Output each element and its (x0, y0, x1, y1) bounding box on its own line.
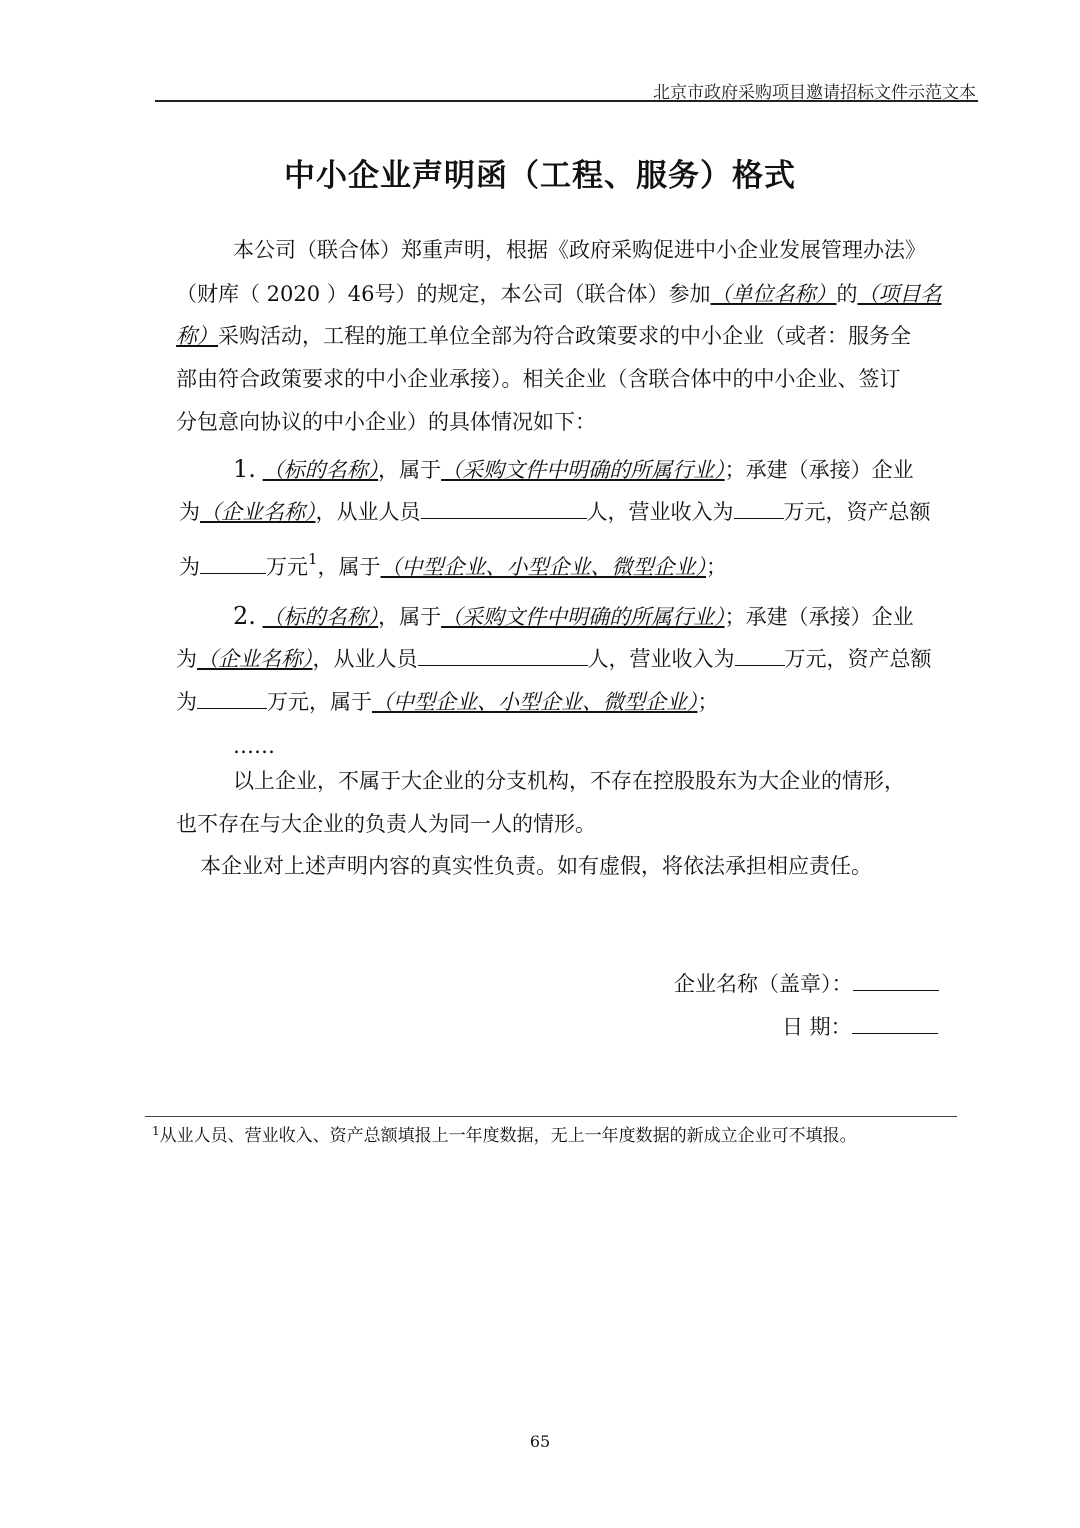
assets-blank[interactable] (200, 553, 266, 574)
statement-line-2: 也不存在与大企业的负责人为同一人的情形。 (176, 812, 596, 836)
item-number: 1. (233, 455, 256, 483)
ellipsis: …… (233, 734, 275, 758)
company-placeholder: （企业名称） (197, 647, 313, 671)
footnote-rule (145, 1116, 957, 1117)
project-name-placeholder-cont: 称） (176, 324, 218, 348)
item-1-line-3: 为 万元$^1$，属于（中型企业、小型企业、微型企业）； (179, 550, 728, 579)
header-rule (155, 100, 978, 102)
item-1-line-1: 1. （标的名称），属于（采购文件中明确的所属行业）；承建（承接）企业 (233, 455, 914, 483)
signature-company-row (674, 970, 939, 998)
footnote-mark: 1 (308, 550, 318, 568)
company-seal-blank[interactable] (853, 970, 939, 991)
item-2-line-3: 为 万元，属于（中型企业、小型企业、微型企业）； (176, 690, 719, 714)
company-placeholder: （企业名称） (200, 500, 316, 524)
date-blank[interactable] (852, 1013, 938, 1034)
industry-placeholder: （采购文件中明确的所属行业） (441, 458, 725, 482)
item-2-line-1: 2. （标的名称），属于（采购文件中明确的所属行业）；承建（承接）企业 (233, 602, 914, 630)
industry-placeholder: （采购文件中明确的所属行业） (441, 605, 725, 629)
item-1-line-2: 为（企业名称），从业人员 人，营业收入为 万元，资产总额 (179, 500, 931, 524)
revenue-blank[interactable] (735, 645, 785, 666)
size-placeholder: （中型企业、小型企业、微型企业） (372, 690, 698, 714)
item-number: 2. (233, 602, 256, 630)
intro-line-5: 分包意向协议的中小企业）的具体情况如下： (176, 410, 596, 434)
intro-line-4: 部由符合政策要求的中小企业承接）。相关企业（含联合体中的中小企业、签订 (176, 367, 901, 391)
signature-date-row (782, 1013, 938, 1041)
project-name-placeholder: （项目名 (857, 282, 942, 306)
date-label: 日 期： (782, 1015, 852, 1039)
page-title: 中小企业声明函（工程、服务）格式 (284, 158, 796, 194)
footnote-mark: 1 (152, 1124, 160, 1138)
item-2-line-2: 为（企业名称），从业人员 人，营业收入为 万元，资产总额 (176, 647, 932, 671)
page-number: 65 (529, 1432, 551, 1451)
revenue-blank[interactable] (734, 498, 784, 519)
intro-line-2: （财库（ 2020 ）46号）的规定，本公司（联合体）参加（单位名称）的（项目名 (176, 282, 942, 306)
staff-count-blank[interactable] (418, 645, 588, 666)
intro-line-1: 本公司（联合体）郑重声明，根据《政府采购促进中小企业发展管理办法》 (233, 238, 926, 262)
subject-placeholder: （标的名称） (262, 458, 379, 482)
intro-line-3: 称）采购活动，工程的施工单位全部为符合政策要求的中小企业（或者：服务全 (176, 324, 911, 348)
subject-placeholder: （标的名称） (262, 605, 379, 629)
statement-line-1: 以上企业，不属于大企业的分支机构，不存在控股股东为大企业的情形， (233, 769, 905, 793)
statement-line-3: 本企业对上述声明内容的真实性负责。如有虚假，将依法承担相应责任。 (200, 854, 872, 878)
company-seal-label: 企业名称（盖章）： (674, 972, 853, 996)
staff-count-blank[interactable] (421, 498, 587, 519)
footnote-text: 从业人员、营业收入、资产总额填报上一年度数据，无上一年度数据的新成立企业可不填报。 (159, 1126, 857, 1146)
assets-blank[interactable] (197, 688, 267, 709)
footnote (152, 1121, 857, 1146)
header-doc-series: 北京市政府采购项目邀请招标文件示范文本 (653, 83, 976, 103)
unit-name-placeholder: （单位名称） (710, 282, 837, 306)
size-placeholder: （中型企业、小型企业、微型企业） (380, 555, 707, 579)
